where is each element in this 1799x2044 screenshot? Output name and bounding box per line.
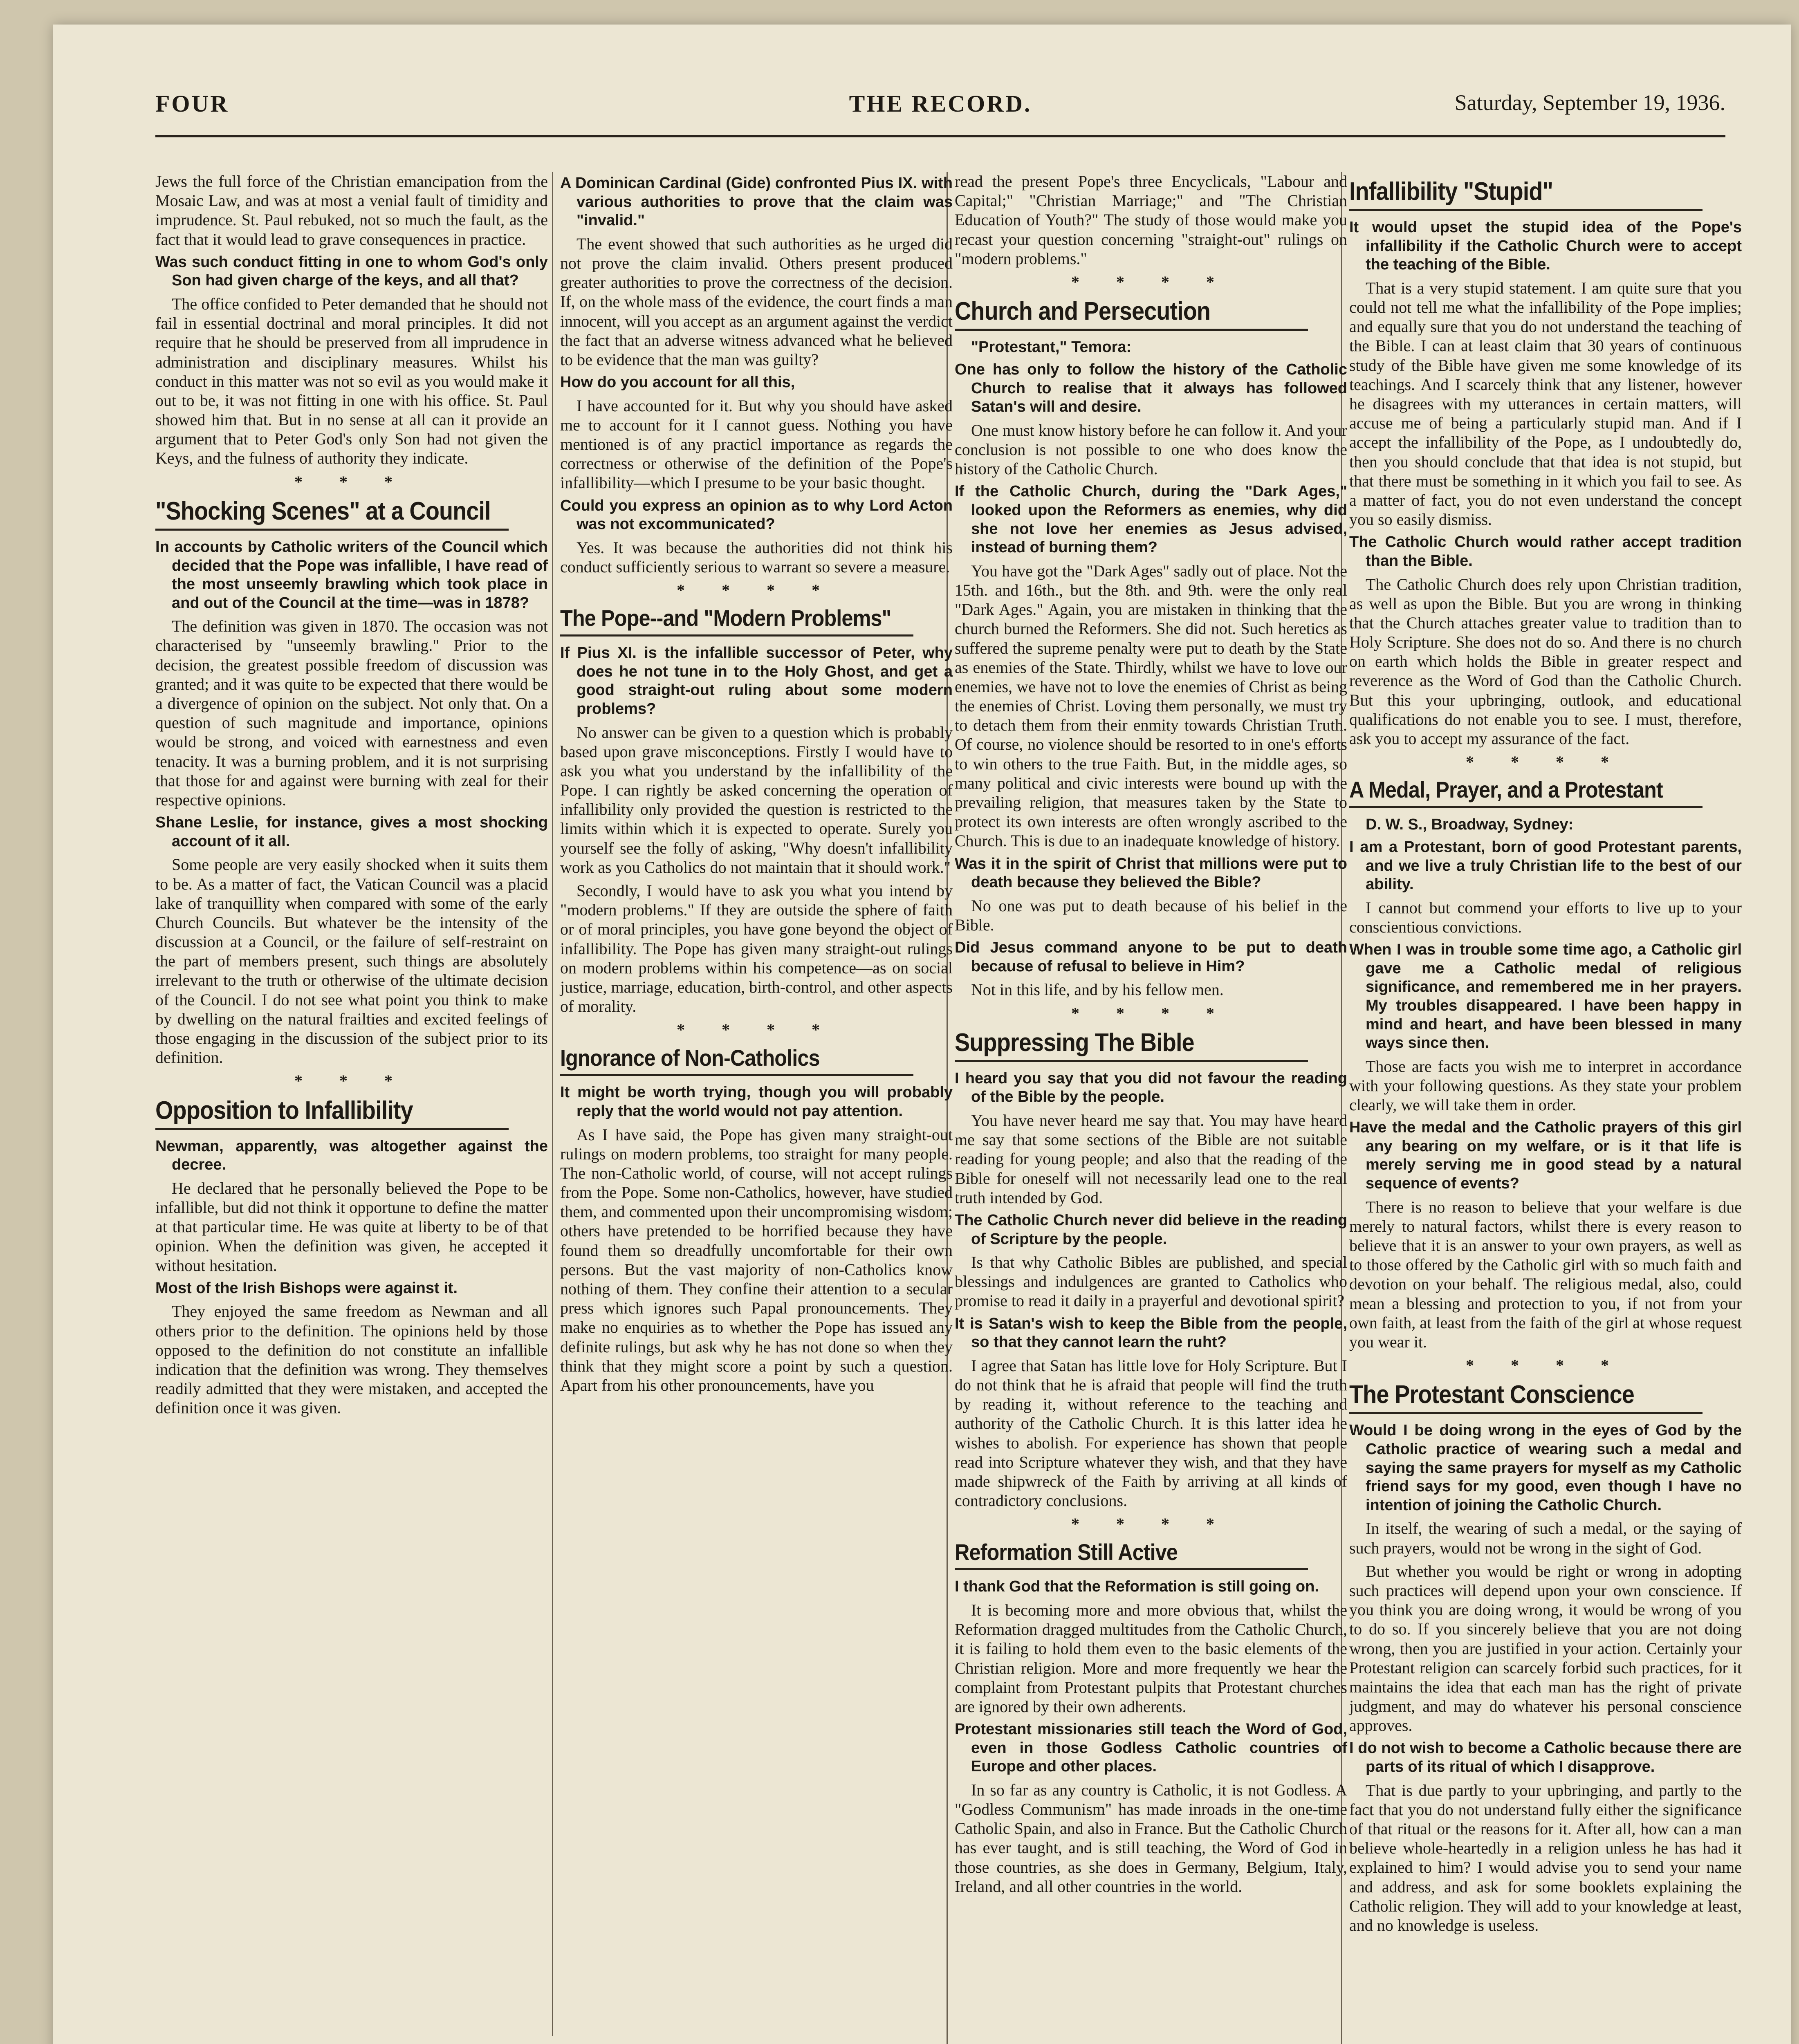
paragraph: No answer can be given to a question which is probably based upon grave misconceptions. Firstly I would have to ask you what you understand by the infallibility of the Pope. I can rightly be asked concerning the operation of infallibility only provided the question is restricted to the limits within which it is expected to operate. Surely you yourself see the folly of asking, "Why doesn't infallibility work as you Catholics do not maintain that it should work." (560, 723, 953, 876)
section-heading: Reformation Still Active (955, 1540, 1308, 1571)
paragraph: He declared that he personally believed the Pope to be infallible, but did not think it opportune to define the matter at that particular time. He was quite at liberty to be of that opinion. When the definition was given, he accepted it without hesitation. (155, 1179, 548, 1275)
question: Most of the Irish Bishops were against it. (155, 1279, 458, 1297)
question: Protestant missionaries still teach the Word of God, even in those Godless Catholic countries of Europe and other places. (955, 1721, 1347, 1775)
section-divider: * * * * (677, 581, 836, 600)
section-divider: * * * * (1071, 272, 1231, 291)
paragraph: Those are facts you wish me to interpret in accordance with your following questions. As they state your problem clearly, we will take them in order. (1349, 1057, 1742, 1114)
column-1 (155, 172, 548, 1422)
question: Was such conduct fitting in one to whom God's only Son had given charge of the keys, and all that? (155, 253, 548, 289)
question: It is Satan's wish to keep the Bible from the people, so that they cannot learn the ruht? (955, 1315, 1347, 1351)
section-divider: * * * * (1466, 753, 1625, 771)
byline: D. W. S., Broadway, Sydney: (1366, 816, 1574, 834)
question: It might be worth trying, though you will probably reply that the world would not pay attention. (560, 1084, 953, 1120)
section-heading: Ignorance of Non-Catholics (560, 1046, 913, 1076)
paragraph: As I have said, the Pope has given many straight-out rulings on modern problems, too straight for many people. The non-Catholic world, of course, will not accept rulings from the Pope. Some non-Catholics, however, have studied them, and commented upon their uncompromising wisdom; others have pretended to be horrified because they have found them so dreadfully uncomfortable for their own persons. But the vast majority of non-Catholics know nothing of them. They confine their attention to a secular press which ignores such Papal pronouncements. They make no enquiries as to whether the Pope has issued any definite rulings, but ask why he has not done so when they think that they might score a point by such a question. Apart from his other pronouncements, have you (560, 1125, 953, 1394)
paragraph: I have accounted for it. But why you should have asked me to account for it I cannot guess. Nothing you have mentioned is of any practicl importance as regards the correctness or otherwise of the definition of the Pope's infallibility—which I presume to be your basic thought. (560, 396, 953, 492)
question: Was it in the spirit of Christ that millions were put to death because they believed the Bible? (955, 855, 1347, 891)
paragraph: It is becoming more and more obvious that, whilst the Reformation dragged multitudes from the Catholic Church, it is failing to hold them even to the basic elements of the Christian religion. More and more frequently we hear the complaint from Protestant pulpits that Protestant churches are ignored by their own adherents. (955, 1600, 1347, 1716)
byline: "Protestant," Temora: (971, 338, 1132, 356)
question: Would I be doing wrong in the eyes of God by the Catholic practice of wearing such a medal and saying the same prayers for myself as my Catholic friend says for my good, even though I have no intention of joining the Catholic Church. (1349, 1422, 1742, 1514)
question: Newman, apparently, was altogether against the decree. (155, 1137, 548, 1174)
question: I thank God that the Reformation is still going on. (955, 1578, 1319, 1596)
question: If Pius XI. is the infallible successor of Peter, why does he not tune in to the Holy Ghost, and get a good straight-out ruling about some modern problems? (560, 644, 953, 717)
paragraph: The Catholic Church does rely upon Christian tradition, as well as upon the Bible. But you are wrong in thinking that the Church attaches greater value to tradition than to Holy Scripture. She does not do so. And there is no church on earth which holds the Bible in greater respect and reverence as the Word of God than the Catholic Church. But this your upbringing, outlook, and educational qualifications do not enable you to see. I must, therefore, ask you to accept my assurance of the fact. (1349, 575, 1742, 748)
section-heading: The Protestant Conscience (1349, 1381, 1703, 1414)
question: Could you express an opinion as to why Lord Acton was not excommunicated? (560, 497, 953, 533)
paragraph: Is that why Catholic Bibles are published, and special blessings and indulgences are granted to Catholics who promise to read it daily in a prayerful and devotional spirit? (955, 1253, 1347, 1310)
section-heading: Suppressing The Bible (955, 1029, 1308, 1062)
paragraph: That is a very stupid statement. I am quite sure that you could not tell me what the infallibility of the Pope implies; and equally sure that you do not understand the teaching of the Bible. I can at least claim that 30 years of continuous study of the Bible have given me some knowledge of its teachings. And I scarcely think that any listener, however he disagrees with my utterances in certain matters, will accuse me of being a particularly stupid man. And if I accept the infallibility of the Pope, as I undoubtedly do, then you should conclude that that idea is not stupid, but that there must be something in it which you fail to see. As a matter of fact, you do not even understand the concept you so easily dismiss. (1349, 278, 1742, 529)
question: When I was in trouble some time ago, a Catholic girl gave me a Catholic medal of religious significance, and remembered me in her prayers. My troubles disappeared. I have been happy in mind and heart, and have been blessed in many ways since then. (1349, 941, 1742, 1052)
paragraph: They enjoyed the same freedom as Newman and all others prior to the definition. The opinions held by those opposed to the definition do not constitute an infallible indication that the definition was wrong. They themselves readily admitted that they were mistaken, and accepted the definition once it was given. (155, 1302, 548, 1417)
question: The Catholic Church never did believe in the reading of Scripture by the people. (955, 1211, 1347, 1248)
question: I am a Protestant, born of good Protestant parents, and we live a truly Christian life to the best of our ability. (1349, 838, 1742, 893)
section-heading: Opposition to Infallibility (155, 1097, 509, 1130)
paragraph: You have got the "Dark Ages" sadly out of place. Not the 15th. and 16th., but the 8th. and 9th. were the only real "Dark Ages." Again, you are mistaken in thinking that the church burned the Reformers. She did not. Such heretics as suffered the supreme penalty were put to death by the State as enemies of the State. Thirdly, whilst we have to love our enemies, we have not to love the enemies of Christ as being the enemies of Christ. Loving them personally, we must try to detach them from their enmity towards Christian Truth. Of course, no violence should be resorted to in one's efforts to win others to the true Faith. But, in the middle ages, so many political and civic interests were bound up with the prevailing religion, that measures taken by the State to protect its own interests are often wrongly ascribed to the Church. This is due to an inadequate knowledge of history. (955, 561, 1347, 850)
section-heading: Infallibility "Stupid" (1349, 178, 1703, 211)
question: If the Catholic Church, during the "Dark Ages," looked upon the Reformers as enemies, why did she not love her enemies as Jesus advised, instead of burning them? (955, 483, 1347, 556)
question: A Dominican Cardinal (Gide) confronted Pius IX. with various authorities to prove that the claim was "invalid." (560, 175, 953, 229)
paragraph: read the present Pope's three Encyclicals, "Labour and Capital;" "Christian Marriage;" and "The Christian Education of Youth?" The study of those would make you recast your question concerning "straight-out" rulings on "modern problems." (955, 172, 1347, 268)
masthead: THE RECORD. (849, 90, 1032, 117)
column-3 (955, 172, 1347, 1900)
paragraph: There is no reason to believe that your welfare is due merely to natural factors, whilst there is every reason to believe that it is an answer to your own prayers, as well as to those offered by the Catholic girl with so much faith and devotion on your behalf. The religious medal, also, could mean a blessing and protection to you, if not from your own faith, at least from the faith of the girl at whose request you wear it. (1349, 1197, 1742, 1351)
question: Shane Leslie, for instance, gives a most shocking account of it all. (155, 814, 548, 850)
question: One has only to follow the history of the Catholic Church to realise that it always has followed Satan's will and desire. (955, 361, 1347, 416)
question: It would upset the stupid idea of the Pope's infallibility if the Catholic Church were to accept the teaching of the Bible. (1349, 219, 1742, 273)
section-heading: Church and Persecution (955, 298, 1308, 331)
paragraph: But whether you would be right or wrong in adopting such practices will depend upon your own conscience. If you think you are doing wrong, it would be wrong of you to do so. If you sincerely believe that you are not doing wrong, then you are justified in your action. Certainly your Protestant religion can scarcely forbid such practices, for it maintains the idea that each man has the right of private judgment, and may do whatever his personal conscience approves. (1349, 1562, 1742, 1735)
question: How do you account for all this, (560, 374, 795, 391)
paragraph: I agree that Satan has little love for Holy Scripture. But I do not think that he is afraid that people will find the truth by reading it, without reference to the teaching and authority of the Catholic Church. It is this latter idea he wishes to abolish. For experience has shown that people read into Scripture whatever they wish, and that they have made shipwreck of the Faith by arriving at all kinds of contradictory conclusions. (955, 1356, 1347, 1510)
question: I heard you say that you did not favour the reading of the Bible by the people. (955, 1069, 1347, 1106)
section-divider: * * * (294, 472, 409, 491)
paragraph: Secondly, I would have to ask you what you intend by "modern problems." If they are outside the sphere of faith or of moral principles, you have gone beyond the object of infallibility. The Pope has given many straight-out rulings on modern problems within his competence—as on social justice, marriage, education, birth-control, and other aspects of morality. (560, 881, 953, 1016)
paragraph: Not in this life, and by his fellow men. (971, 980, 1224, 999)
section-divider: * * * * (677, 1020, 836, 1039)
question: The Catholic Church would rather accept tradition than the Bible. (1349, 533, 1742, 569)
page-number: FOUR (155, 90, 229, 117)
paragraph: The event showed that such authorities as he urged did not prove the claim invalid. Others present produced greater authorities to prove the correctness of the decision. If, on the whole mass of the evidence, the court finds a man innocent, will you accept as an argument against the verdict the fact that an adverse witness advanced what he believed to be evidence that the man was guilty? (560, 234, 953, 369)
question: Did Jesus command anyone to be put to death because of refusal to believe in Him? (955, 939, 1347, 975)
page-header (155, 74, 1725, 137)
section-divider: * * * (294, 1071, 409, 1090)
section-heading: The Pope--and "Modern Problems" (560, 606, 913, 637)
paragraph: In itself, the wearing of such a medal, or the saying of such prayers, would not be wrong in the sight of God. (1349, 1519, 1742, 1557)
issue-date: Saturday, September 19, 1936. (1454, 90, 1725, 115)
column-4 (1349, 172, 1742, 1939)
paragraph: That is due partly to your upbringing, and partly to the fact that you do not understand fully either the significance of that ritual or the reasons for it. After all, how can a man believe whole-heartedly in a religion unless he has had it explained to him? I would advise you to send your name and address, and ask for some booklets explaining the Catholic religion. They will add to your knowledge at least, and no knowledge is useless. (1349, 1781, 1742, 1934)
paragraph: The office confided to Peter demanded that he should not fail in essential doctrinal and moral principles. It did not require that he should be preserved from all imprudence in administration and disciplinary measures. Whilst his conduct in this matter was not so evil as you would make it out to be, it was not fitting in one with his office. St. Paul showed him that. But in no sense at all can it provide an argument that to Peter God's only Son had not given the Keys, and the fulness of authority they indicate. (155, 294, 548, 468)
paragraph: I cannot but commend your efforts to live up to your conscientious convictions. (1349, 898, 1742, 936)
column-rule (552, 172, 553, 2036)
section-heading: "Shocking Scenes" at a Council (155, 498, 509, 531)
question: Have the medal and the Catholic prayers of this girl any bearing on my welfare, or is it that life is merely serving me in good stead by a natural sequence of events? (1349, 1119, 1742, 1192)
paragraph: The definition was given in 1870. The occasion was not characterised by "unseemly brawling." Prior to the decision, the greatest possible freedom of discussion was granted; and it was quite to be expected that there would be a divergence of opinion on the subject. Not only that. On a question of such magnitude and importance, opinions would be strong, and voiced with earnestness and even tenacity. It was a burning problem, and it is not surprising that those for and against were burning with zeal for their respective opinions. (155, 617, 548, 809)
question: I do not wish to become a Catholic because there are parts of its ritual of which I disapprove. (1349, 1739, 1742, 1776)
section-divider: * * * * (1071, 1515, 1231, 1533)
paragraph: No one was put to death because of his belief in the Bible. (955, 896, 1347, 934)
column-2 (560, 172, 953, 1399)
section-divider: * * * * (1071, 1004, 1231, 1022)
question: In accounts by Catholic writers of the Council which decided that the Pope was infallible, I have read of the most unseemly brawling which took place in and out of the Council at the time—was in 1878? (155, 538, 548, 612)
paragraph: Jews the full force of the Christian emancipation from the Mosaic Law, and was at most a venial fault of timidity and imprudence. St. Paul rebuked, not so much the fault, as the fact that it would lead to grave consequences in practice. (155, 172, 548, 249)
paragraph: In so far as any country is Catholic, it is not Godless. A "Godless Communism" has made inroads in the one-time Catholic Spain, and also in France. But the Catholic Church has ever taught, and is still teaching, the Word of God in those countries, as she does in Germany, Belgium, Italy, Ireland, and all other countries in the world. (955, 1780, 1347, 1896)
paragraph: Yes. It was because the authorities did not think his conduct sufficiently serious to warrant so severe a measure. (560, 538, 953, 576)
section-divider: * * * * (1466, 1356, 1625, 1375)
paragraph: Some people are very easily shocked when it suits them to be. As a matter of fact, the Vatican Council was a placid lake of tranquillity when compared with some of the early Church Councils. But whatever be the intensity of the discussion at a Council, or the failure of self-restraint on the part of members present, such things are absolutely irrelevant to the truth or otherwise of the ultimate decision of the Council. I do not see what point you think to make by dwelling on the natural frailties and excited feelings of those engaging in the discussion of the subject prior to its definition. (155, 855, 548, 1067)
section-heading: A Medal, Prayer, and a Protestant (1349, 778, 1703, 808)
paragraph: You have never heard me say that. You may have heard me say that some sections of the Bible are not suitable reading for young people; and also that the reading of the Bible for oneself will not necessarily lead one to the real truth intended by God. (955, 1111, 1347, 1207)
paragraph: One must know history before he can follow it. And your conclusion is not possible to one who does know the history of the Catholic Church. (955, 421, 1347, 478)
